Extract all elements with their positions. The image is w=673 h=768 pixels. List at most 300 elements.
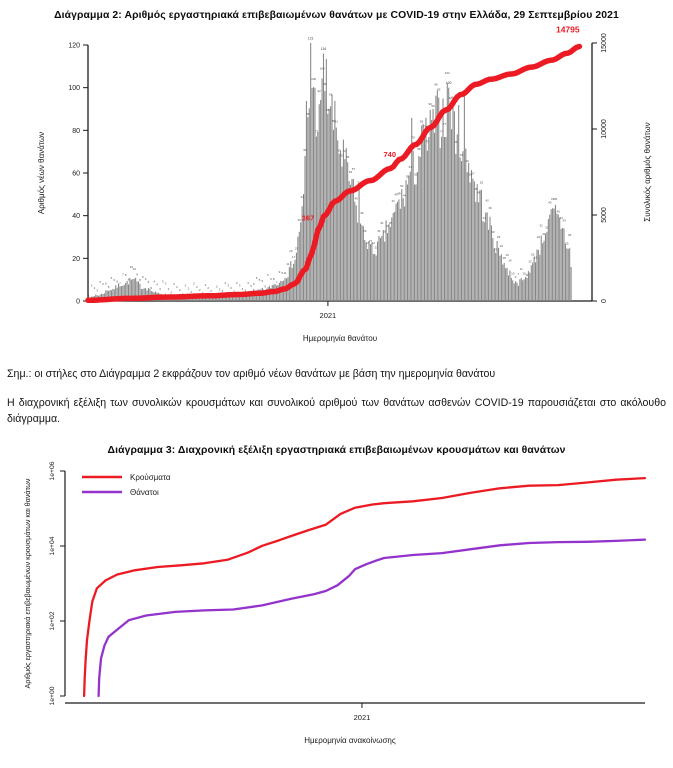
bar-value-label: 54 (348, 169, 353, 174)
bar-value-label: 23 (494, 247, 498, 252)
legend-label-1: Θάνατοι (130, 487, 159, 497)
bar (505, 268, 506, 301)
bar-value-label: 5 (255, 276, 258, 280)
bar (552, 208, 553, 301)
bar-value-label: 7 (122, 272, 124, 277)
bar-value-label: 6 (270, 277, 272, 281)
bar (339, 154, 340, 301)
bar-value-label: 14 (508, 258, 512, 263)
bar (491, 225, 492, 301)
bar-value-label: 11 (286, 262, 290, 267)
bar (360, 224, 361, 301)
bar-value-label: 19 (289, 249, 293, 254)
bar-value-label: 2 (201, 290, 204, 295)
bar (357, 223, 358, 301)
bar (381, 236, 382, 301)
bar (477, 184, 478, 301)
bar (494, 248, 495, 301)
bar (538, 250, 539, 301)
bar-value-label: 39 (488, 205, 492, 210)
x-axis-title: Ημερομηνία ανακοίνωσης (304, 735, 396, 745)
y-right-axis-title: Συνολικός αριθμός θανάτων (643, 122, 652, 222)
bar (512, 280, 513, 301)
bar (487, 212, 488, 301)
bar-value-label: 25 (568, 233, 572, 238)
bar (417, 172, 418, 301)
bar (526, 278, 527, 301)
bar-value-label: 80 (331, 118, 336, 123)
y-right-tick-label: 15000 (601, 33, 608, 53)
bar (422, 118, 427, 301)
y-left-axis-title: Αριθμός νέων θανάτων (37, 131, 46, 215)
bar (356, 205, 357, 301)
bar (461, 161, 462, 301)
bar (314, 129, 319, 301)
bar (406, 180, 407, 301)
bar-peak-label: 121 (307, 36, 314, 41)
x-axis (88, 301, 592, 343)
bar (472, 179, 473, 301)
bar-value-label: 91 (328, 92, 333, 97)
left-axis (37, 43, 88, 306)
bar-value-label: 18 (531, 252, 535, 257)
x-tick-label: 2021 (319, 311, 337, 320)
bar (341, 167, 342, 301)
bar (343, 140, 344, 301)
bar-value-label: 77 (439, 129, 444, 134)
bar-value-label: 42 (485, 198, 489, 203)
bar-value-label: 57 (351, 167, 356, 172)
bar (480, 190, 481, 301)
bar (320, 100, 321, 301)
bar (559, 218, 560, 301)
bar (326, 59, 327, 301)
bar (438, 98, 439, 301)
bar-value-label: 77 (314, 129, 319, 134)
bar-value-label: 8 (139, 277, 141, 282)
bar-value-label: 18 (533, 255, 538, 260)
bar-value-label: 10 (511, 271, 515, 276)
bar (430, 110, 431, 301)
bar-value-label: 82 (420, 119, 424, 124)
bar-value-label: 86 (306, 112, 310, 117)
bar (518, 286, 519, 301)
bar (448, 88, 449, 301)
bar-value-label: 2 (213, 291, 215, 296)
bar (525, 277, 526, 301)
annotation-740: 740 (383, 150, 396, 160)
bar (452, 101, 453, 301)
bar (300, 222, 301, 301)
bar (554, 209, 555, 301)
bar-value-label: 17 (291, 254, 296, 259)
bar (546, 232, 547, 301)
bar (478, 202, 479, 301)
bar (522, 280, 523, 301)
series-line-1 (99, 539, 645, 695)
bar (524, 279, 525, 301)
bar-value-label: 9 (514, 275, 517, 280)
bar-value-label: 28 (383, 229, 387, 234)
bar-value-label: 31 (380, 220, 384, 225)
bar (376, 256, 377, 302)
bar (370, 244, 371, 301)
bar-value-label: 11 (525, 273, 529, 277)
bar-value-label: 2 (210, 289, 212, 294)
bar-value-label: 88 (326, 107, 330, 112)
bar-value-label: 2 (187, 286, 190, 291)
bar-value-label: 22 (499, 244, 504, 249)
bar-value-label: 60 (465, 159, 469, 164)
bar (393, 213, 394, 301)
bar-value-label: 56 (468, 172, 472, 177)
bar (531, 265, 532, 301)
bar-value-label: 5 (107, 285, 110, 289)
bar-value-label: 10 (132, 266, 136, 271)
bar-value-label: 102 (444, 70, 450, 75)
bar-value-label: 32 (297, 217, 301, 222)
y-left-tick-label: 20 (72, 255, 80, 263)
bar (332, 94, 333, 301)
bar (347, 162, 348, 301)
bar-value-label: 32 (385, 224, 390, 228)
bar (495, 253, 496, 301)
bar (373, 254, 374, 301)
bar (450, 105, 451, 301)
bar (464, 96, 465, 301)
bar (488, 230, 489, 301)
bar-value-label: 3 (161, 279, 164, 284)
bar (374, 254, 375, 301)
bar (421, 126, 422, 301)
bar-value-label: 70 (425, 139, 430, 144)
bar (498, 248, 499, 301)
bar-value-label: 66 (459, 153, 464, 158)
y-tick-label: 1e+00 (49, 686, 56, 706)
bar (336, 128, 337, 301)
bar-value-label: 7 (517, 271, 520, 276)
bar-value-label: 16 (505, 252, 509, 257)
bar-value-label: 5 (258, 278, 261, 282)
bar-value-label: 5 (264, 284, 267, 289)
bar-value-label: 3 (102, 282, 104, 286)
bar (384, 242, 385, 301)
bar (351, 179, 352, 301)
bar (414, 185, 415, 301)
bar-value-label: 2 (181, 292, 184, 297)
bar (499, 256, 500, 301)
chart3-figure (0, 456, 673, 756)
bar (385, 224, 390, 301)
bar (346, 148, 347, 301)
bar (548, 219, 549, 301)
bar-value-label: 18 (502, 255, 506, 260)
bar (366, 243, 367, 302)
bar (519, 279, 520, 301)
bar (312, 88, 313, 301)
bar-value-label: 2 (193, 281, 195, 286)
bar-value-label: 8 (124, 272, 127, 277)
bar-value-label: 3 (227, 283, 230, 288)
bar-value-label: 96 (434, 82, 438, 87)
bar-value-label: 29 (363, 228, 367, 233)
bar-value-label: 2 (90, 283, 93, 288)
bar-value-label: 2 (207, 286, 210, 291)
bar-value-label: 21 (374, 245, 378, 250)
bar (322, 78, 323, 301)
bar-value-label: 95 (437, 87, 441, 92)
bar-value-label: 3 (247, 281, 249, 286)
bar-value-label: 2 (221, 288, 224, 293)
bar (556, 213, 557, 301)
y-left-tick-label: 40 (72, 213, 80, 221)
legend (82, 473, 171, 497)
bar-value-label: 9 (278, 269, 281, 274)
bar-value-label: 1 (87, 293, 90, 298)
bar-value-label: 23 (294, 246, 299, 251)
y-tick-label: 1e+02 (49, 611, 56, 631)
bar-value-label: 3 (96, 288, 99, 293)
bar (563, 229, 564, 301)
bar-value-label: 43 (550, 197, 555, 202)
bar-value-label: 28 (542, 231, 546, 236)
bar-value-label: 65 (346, 155, 350, 160)
bar (433, 109, 434, 301)
bar-value-label: 48 (397, 191, 401, 196)
bar-value-label: 6 (116, 279, 119, 284)
bar-value-label: 24 (536, 234, 541, 239)
bar-value-label: 4 (153, 279, 156, 284)
bar (444, 137, 445, 301)
bar-value-label: 3 (235, 280, 238, 285)
bar-value-label: 63 (340, 153, 344, 158)
bar (361, 225, 362, 301)
bar-value-label: 41 (391, 198, 395, 203)
bar-value-label: 3 (230, 285, 232, 290)
bar-value-label: 46 (394, 192, 398, 197)
bar (404, 207, 405, 301)
annotation-14795: 14795 (555, 24, 580, 35)
bar-value-label: 2 (215, 284, 218, 289)
bar (502, 265, 503, 301)
bar-value-label: 32 (545, 225, 549, 230)
bar (304, 156, 305, 301)
bar (300, 194, 304, 301)
bar-value-label: 2 (198, 288, 201, 293)
bar (475, 202, 476, 301)
bar-value-label: 76 (422, 124, 427, 129)
bar (333, 130, 334, 301)
bar (555, 205, 556, 301)
bar-value-label: 2 (178, 288, 181, 293)
bar-value-label: 37 (482, 216, 486, 221)
bar-value-label: 6 (261, 278, 264, 283)
bar (383, 230, 384, 301)
bar (400, 209, 401, 301)
bar (481, 190, 482, 301)
y-left-tick-label: 120 (68, 42, 80, 50)
bars-layer (88, 43, 571, 301)
bar-value-label: 7 (119, 281, 121, 286)
bar (344, 159, 345, 301)
bar-value-label: 2 (173, 281, 175, 286)
bar (398, 199, 399, 301)
bar (387, 233, 388, 301)
legend-label-0: Κρούσματα (130, 472, 171, 482)
bar-value-label: 31 (377, 228, 381, 233)
bar (427, 151, 428, 301)
bar-value-label: 34 (559, 216, 563, 220)
bar-value-label: 6 (252, 282, 255, 287)
bar (337, 140, 338, 301)
bar-value-label: 57 (471, 171, 475, 176)
bar (539, 255, 540, 301)
bar-value-label: 9 (281, 271, 284, 276)
bar-value-label: 11 (519, 267, 523, 272)
bar (482, 213, 486, 301)
bar-value-label: 92 (317, 89, 321, 94)
bar (565, 244, 566, 301)
y-axis-title: Αριθμός εργαστηριακά επιβεβαιωμένων κρουσμάτων και θανάτων (23, 478, 32, 689)
bar-value-label: 45 (354, 196, 358, 201)
bar (566, 248, 567, 301)
annotation-367: 367 (301, 213, 315, 223)
y-right-tick-label: 5000 (601, 207, 608, 223)
chart2-title: Διάγραμμα 2: Αριθμός εργαστηριακά επιβεβαιωμένων θανάτων με COVID-19 στην Ελλάδα, 29 Σεπτεμβρίου 2021 (54, 10, 619, 21)
bar-value-label: 36 (360, 211, 364, 216)
bar (418, 156, 419, 301)
bar (290, 261, 291, 301)
bar-value-label: 2 (218, 287, 221, 292)
bar-value-label: 2 (170, 290, 173, 295)
bar-value-label: 100 (311, 77, 317, 82)
bar (460, 157, 461, 301)
bar (474, 181, 475, 301)
bar-value-label: 77 (442, 122, 447, 126)
bar (545, 234, 546, 301)
bar (378, 236, 379, 301)
bar-value-label: 52 (479, 180, 484, 185)
bar (468, 163, 469, 301)
bar-value-label: 10 (522, 271, 526, 276)
bar (542, 243, 543, 301)
bar-value-label: 6 (267, 273, 269, 278)
bar (458, 105, 459, 301)
bar (457, 134, 458, 301)
bar (380, 238, 381, 301)
bar-value-label: 68 (303, 148, 307, 152)
bar (465, 149, 466, 302)
bar-value-label: 61 (408, 164, 412, 169)
bar (484, 222, 485, 301)
bar (521, 278, 522, 301)
y-left-tick-label: 80 (72, 127, 80, 135)
bar-value-label: 54 (357, 180, 361, 185)
bar (455, 154, 456, 301)
bar-value-label: 3 (241, 287, 244, 291)
bar-value-label: 31 (539, 223, 543, 228)
bar-value-label: 34 (562, 218, 566, 223)
series-line-0 (84, 478, 645, 696)
y-tick-label: 1e+06 (49, 461, 56, 481)
bar-value-label: 55 (414, 172, 418, 177)
bar (482, 221, 483, 301)
bar (515, 281, 516, 301)
x-axis-title: Ημερομηνία θανάτου (302, 334, 378, 343)
bar-value-label: 13 (528, 259, 532, 264)
bar (420, 157, 421, 301)
chart2-note: Σημ.: οι στήλες στο Διάγραμμα 2 εκφράζουν τον αριθμό νέων θανάτων με βάση την ημερομηνία θανάτου (7, 368, 496, 380)
bar (423, 124, 424, 301)
bar (447, 83, 448, 301)
bar (316, 137, 317, 301)
bar-value-label: 3 (244, 288, 247, 293)
bar (424, 139, 425, 301)
bar (507, 268, 508, 301)
bar-value-label: 2 (190, 290, 193, 294)
y-left-tick-label: 60 (72, 170, 80, 178)
bar-value-label: 2 (233, 289, 235, 294)
bar-value-label: 44 (300, 195, 304, 200)
bar (354, 202, 355, 301)
bar-value-label: 6 (113, 278, 116, 283)
intro-paragraph: Η διαχρονική εξέλιξη των συνολικών κρουσμάτων και συνολικού αριθμού των θανάτων ασθενών COVID-19 παρουσιάζεται στο ακόλουθο διάγραμμα. (7, 397, 666, 426)
bar (535, 262, 536, 301)
y-right-tick-label: 0 (601, 299, 608, 303)
bar-peak-label: 116 (320, 47, 327, 51)
bar (390, 227, 391, 301)
bar-value-label: 40 (548, 200, 552, 205)
bar (514, 283, 515, 301)
bar (549, 215, 550, 301)
bar (467, 172, 468, 301)
bar-value-label: 27 (368, 239, 373, 244)
bar (544, 241, 545, 301)
bar (313, 87, 314, 301)
y-left-tick-label: 0 (76, 298, 80, 306)
bar (299, 232, 300, 301)
bar (349, 181, 350, 301)
bar-value-label: 40 (556, 209, 560, 214)
bar (401, 189, 402, 301)
bar-value-label: 30 (491, 230, 495, 234)
bar (415, 184, 416, 301)
bar (440, 148, 441, 301)
bar (396, 204, 397, 301)
bar (350, 185, 351, 301)
bar-value-label: 2 (93, 286, 96, 291)
bar-value-label: 35 (388, 221, 393, 225)
bar-value-label: 22 (371, 241, 375, 245)
bar-value-label: 92 (457, 94, 461, 99)
bar (309, 108, 310, 301)
bar-value-label: 69 (337, 148, 341, 153)
bar (569, 248, 570, 301)
bar (459, 151, 464, 301)
bar-value-label: 2 (176, 285, 178, 290)
bar-value-label: 3 (99, 279, 101, 284)
bar-value-label: 2 (196, 284, 198, 289)
bar (364, 240, 365, 301)
bar-value-label: 24 (365, 241, 370, 245)
bar (470, 183, 471, 301)
bar (541, 236, 542, 301)
chart3-title: Διάγραμμα 3: Διαχρονική εξέλιξη εργαστηριακά επιβεβαιωμένων κρουσμάτων και θανάτων (107, 444, 566, 456)
bar (471, 170, 472, 301)
y-left-tick-label: 100 (68, 85, 80, 93)
bar (407, 185, 408, 301)
bar (359, 186, 360, 301)
